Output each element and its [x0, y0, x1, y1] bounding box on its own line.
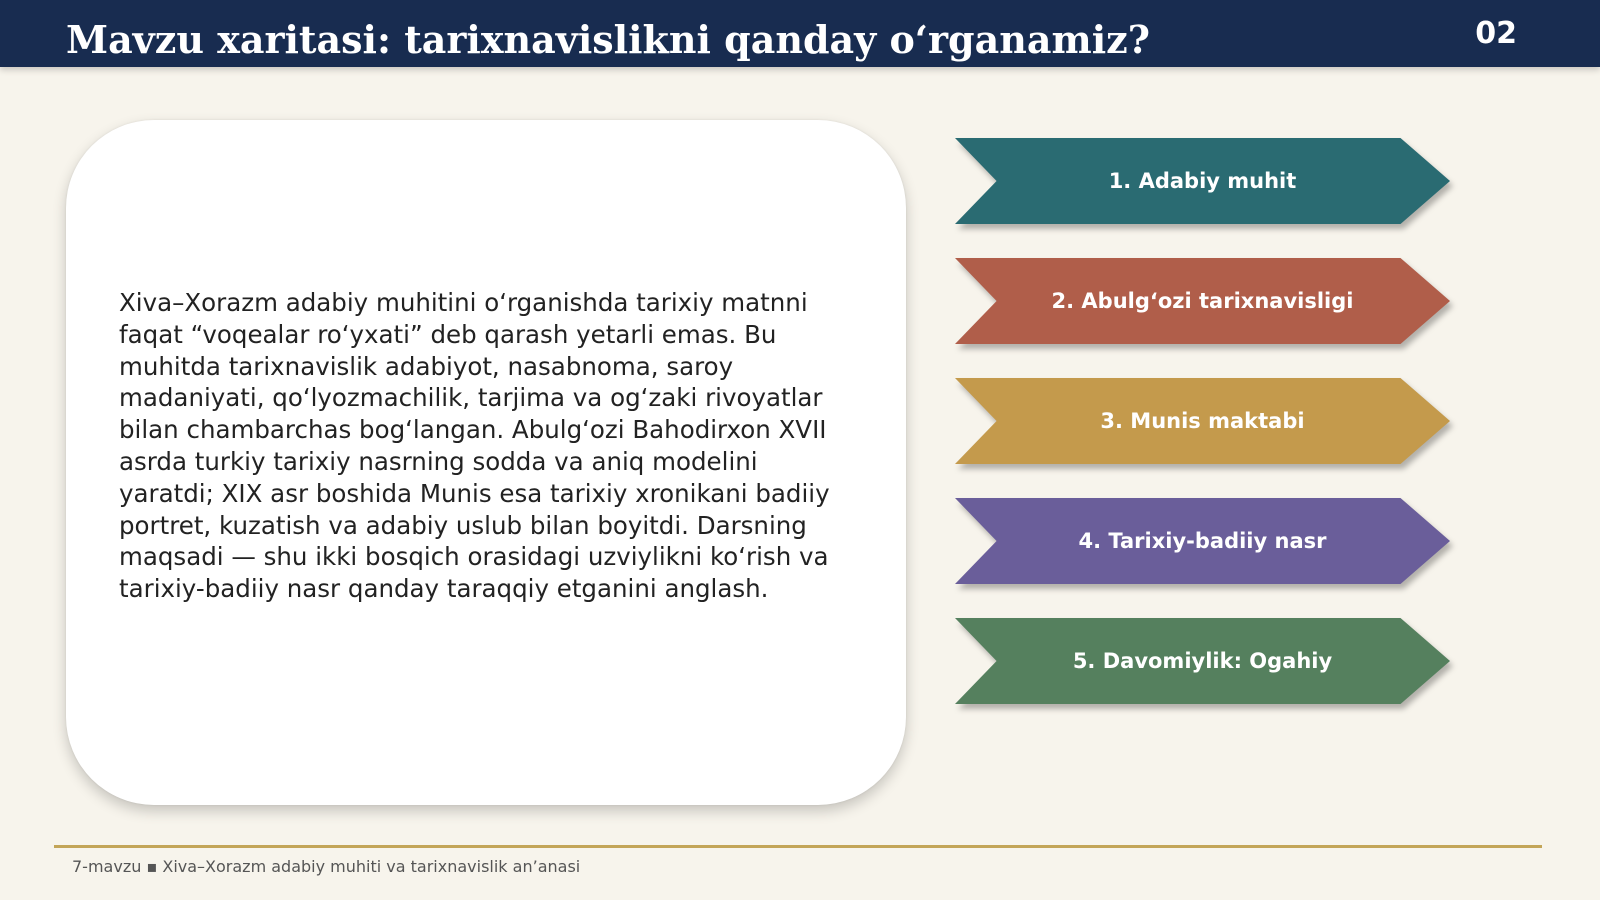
intro-text: Xiva–Xorazm adabiy muhitini o‘rganishda tarixiy matnni faqat “voqealar ro‘yxati” deb qarash yetarli emas. Bu muhitda tarixnavislik adabiyot, nasabnoma, saroy madaniyati, qo‘lyozmachilik, tarjima va og‘zaki rivoyatlar bilan chambarchas bog‘langan. Abulg‘ozi Bahodirxon XVII asrda turkiy tarixiy nasrning sodda va aniq modelini yaratdi; XIX asr boshida Munis esa tarixiy xronikani badiiy portret, kuzatish va adabiy uslub bilan boyitdi. Darsning maqsadi — shu ikki bosqich orasidagi uzviylikni ko‘rish va tarixiy-badiiy nasr qanday taraqqiy etganini anglash.: [119, 288, 830, 604]
step-5[interactable]: [955, 618, 1450, 704]
step-4-label: 4. Tarixiy-badiiy nasr: [1078, 529, 1327, 553]
step-1[interactable]: [955, 138, 1450, 224]
step-4[interactable]: [955, 498, 1450, 584]
topic-steps: [955, 138, 1455, 738]
footer-caption: 7-mavzu ▪ Xiva–Xorazm adabiy muhiti va tarixnavislik an’anasi: [72, 857, 581, 876]
page-number: 02: [1475, 16, 1517, 51]
footer-divider: [54, 845, 1542, 848]
header-bar: [0, 0, 1600, 67]
step-2[interactable]: [955, 258, 1450, 344]
page-title: Mavzu xaritasi: tarixnavislikni qanday o‘rganamiz?: [66, 17, 1150, 62]
step-3-label: 3. Munis maktabi: [1100, 409, 1305, 433]
step-2-label: 2. Abulg‘ozi tarixnavisligi: [1051, 289, 1354, 313]
step-3[interactable]: [955, 378, 1450, 464]
step-1-label: 1. Adabiy muhit: [1108, 169, 1297, 193]
intro-card: [66, 120, 906, 805]
step-5-label: 5. Davomiylik: Ogahiy: [1072, 649, 1333, 673]
